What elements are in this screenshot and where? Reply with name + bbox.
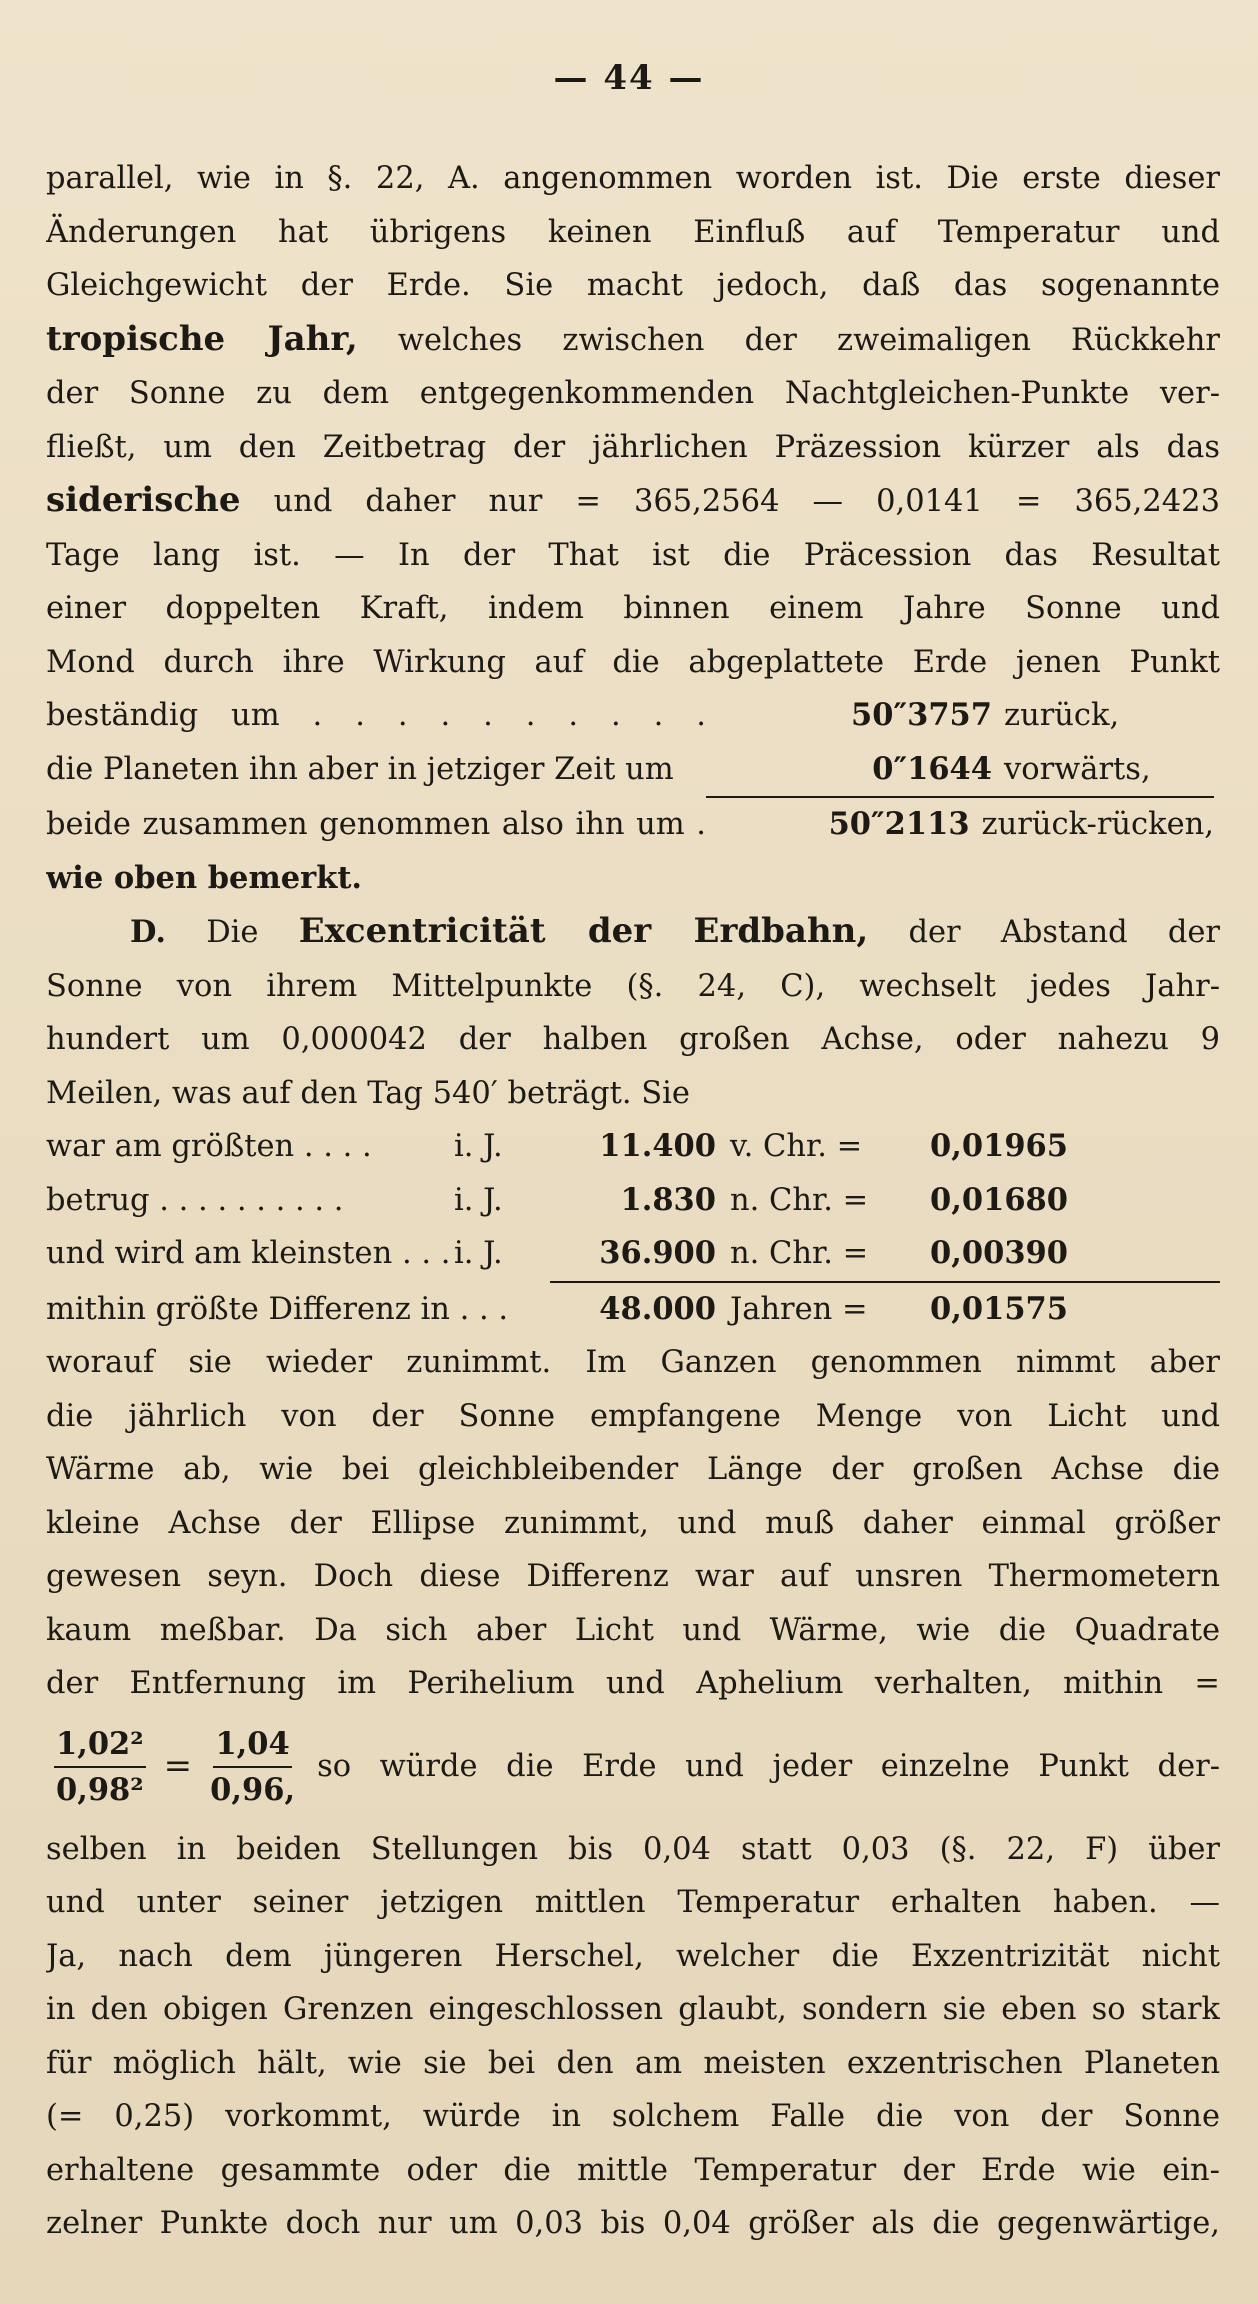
ecc-value: 0,01965: [930, 1128, 1068, 1164]
text-line: für möglich hält, wie sie bei den am meisten exzentrischen Planeten: [46, 2045, 1220, 2081]
text-segment: welches zwischen der zweimaligen Rückkehr: [397, 322, 1220, 358]
tally-row: [46, 689, 1220, 743]
page-number: — 44 —: [553, 58, 705, 98]
tally-word: zurück-rücken,: [981, 807, 1214, 842]
ecc-year: 1.830: [620, 1181, 716, 1218]
ecc-i-j: i. J.: [454, 1129, 503, 1164]
text-line: in den obigen Grenzen eingeschlossen glaubt, sondern sie eben so stark: [46, 1992, 1220, 2027]
tally-row: [46, 743, 1220, 797]
text-line: und unter seiner jetzigen mittlen Temperatur erhalten haben. —: [46, 1885, 1220, 1920]
text-line-tropisch: [46, 313, 1220, 368]
ecc-era: v. Chr. =: [730, 1129, 863, 1164]
ecc-total-years: 48.000: [599, 1290, 716, 1327]
tally-word: vorwärts,: [1004, 751, 1151, 787]
tally-row-total: [46, 796, 1220, 852]
ecc-value: 0,00390: [930, 1235, 1068, 1271]
text-line: der Entfernung im Perihelium und Aphelium verhalten, mithin =: [46, 1666, 1220, 1701]
text-line: kleine Achse der Ellipse zunimmt, und muß daher einmal größer: [46, 1505, 1220, 1541]
fraction-denominator: 0,98²: [56, 1771, 144, 1808]
text-line: gewesen seyn. Doch diese Differenz war auf unsren Thermometern: [46, 1559, 1220, 1594]
term-tropisches-jahr: tropische Jahr,: [46, 318, 358, 359]
tally-label: die Planeten ihn aber in jetziger Zeit um: [46, 751, 674, 787]
term-excentricitaet: Excentricität der Erdbahn,: [298, 911, 869, 951]
text-line: parallel, wie in §. 22, A. angenommen worden ist. Die erste dieser: [46, 161, 1220, 196]
sum-rule: [550, 1281, 1220, 1337]
ecc-era: n. Chr. =: [730, 1236, 869, 1271]
ecc-era: n. Chr. =: [730, 1182, 869, 1218]
text-line: fließt, um den Zeitbetrag der jährlichen Präzession kürzer als das: [46, 429, 1220, 465]
text-line: wie oben bemerkt.: [46, 859, 363, 896]
section-heading-d: [46, 905, 1220, 960]
text-segment: der Abstand der: [908, 915, 1220, 950]
ecc-row: [46, 1227, 1220, 1281]
text-line: kaum meßbar. Da sich aber Licht und Wärme, wie die Quadrate: [46, 1612, 1220, 1648]
ecc-total-row: [46, 1281, 1220, 1337]
text-line: (= 0,25) vorkommt, würde in solchem Falle die von der Sonne: [46, 2099, 1220, 2134]
ecc-label: betrug . . . . . . . . . .: [46, 1182, 344, 1218]
text-line: Sonne von ihrem Mittelpunkte (§. 24, C), wechselt jedes Jahr-: [46, 968, 1220, 1004]
ecc-total-unit: Jahren =: [730, 1291, 868, 1327]
tally-label: beständig um . . . . . . . . . .: [46, 698, 706, 733]
ecc-year: 11.400: [599, 1128, 716, 1164]
text-line: Meilen, was auf den Tag 540′ beträgt. Sie: [46, 1075, 690, 1111]
formula-line: [46, 1711, 1220, 1823]
text-line: hundert um 0,000042 der halben großen Achse, oder nahezu 9: [46, 1022, 1220, 1057]
fraction-denominator: 0,96,: [210, 1771, 296, 1808]
tally-word: zurück,: [1004, 698, 1120, 733]
term-siderisch: siderische: [46, 480, 241, 520]
ecc-row: [46, 1120, 1220, 1174]
ecc-label: war am größten . . . .: [46, 1129, 372, 1164]
ecc-row: [46, 1174, 1220, 1228]
text-line: Mond durch ihre Wirkung auf die abgeplattete Erde jenen Punkt: [46, 644, 1220, 680]
ecc-label: und wird am kleinsten . . .: [46, 1236, 451, 1271]
ecc-i-j: i. J.: [454, 1182, 503, 1218]
fraction: [210, 1722, 295, 1812]
text-line: Gleichgewicht der Erde. Sie macht jedoch, daß das sogenannte: [46, 268, 1220, 303]
text-line: Ja, nach dem jüngeren Herschel, welcher die Exzentrizität nicht: [46, 1938, 1220, 1974]
ecc-i-j: i. J.: [454, 1236, 503, 1271]
tally-amount: 50″3757: [851, 697, 992, 733]
tally-amount: 0″1644: [872, 750, 992, 787]
fraction-numerator: 1,04: [213, 1722, 291, 1768]
fraction: [54, 1722, 146, 1812]
text-line: Tage lang ist. — In der That ist die Präcession das Resultat: [46, 537, 1220, 573]
sum-rule: [706, 796, 1214, 852]
text-segment: und daher nur = 365,2564 — 0,0141 = 365,2423: [273, 484, 1220, 519]
ecc-total-value: 0,01575: [930, 1290, 1068, 1327]
text-line: der Sonne zu dem entgegenkommenden Nachtgleichen-Punkte ver-: [46, 376, 1220, 411]
ecc-year: 36.900: [599, 1235, 716, 1271]
text-line: die jährlich von der Sonne empfangene Menge von Licht und: [46, 1398, 1220, 1434]
ecc-value: 0,01680: [930, 1181, 1068, 1218]
section-letter: D.: [130, 914, 166, 950]
fraction-numerator: 1,02²: [54, 1722, 146, 1768]
text-line: selben in beiden Stellungen bis 0,04 statt 0,03 (§. 22, F) über: [46, 1831, 1220, 1867]
text-line: erhaltene gesammte oder die mittle Temperatur der Erde wie ein-: [46, 2152, 1220, 2188]
text-line: einer doppelten Kraft, indem binnen einem Jahre Sonne und: [46, 591, 1220, 626]
text-line: Wärme ab, wie bei gleichbleibender Länge der großen Achse die: [46, 1452, 1220, 1487]
text-line: zelner Punkte doch nur um 0,03 bis 0,04 größer als die gegenwärtige,: [46, 2206, 1220, 2241]
tally-amount: 50″2113: [828, 806, 970, 842]
tally-label: beide zusammen genommen also ihn um .: [46, 807, 706, 842]
text-segment: Die: [206, 915, 259, 950]
text-line: worauf sie wieder zunimmt. Im Ganzen genommen nimmt aber: [46, 1345, 1220, 1380]
ecc-total-label: mithin größte Differenz in . . .: [46, 1291, 509, 1327]
text-line: Änderungen hat übrigens keinen Einfluß auf Temperatur und: [46, 214, 1220, 250]
page-body: [46, 152, 1220, 2251]
equals-sign: =: [163, 1745, 193, 1786]
text-line-siderisch: [46, 474, 1220, 529]
text-segment: so würde die Erde und jeder einzelne Punkt der-: [317, 1748, 1220, 1784]
